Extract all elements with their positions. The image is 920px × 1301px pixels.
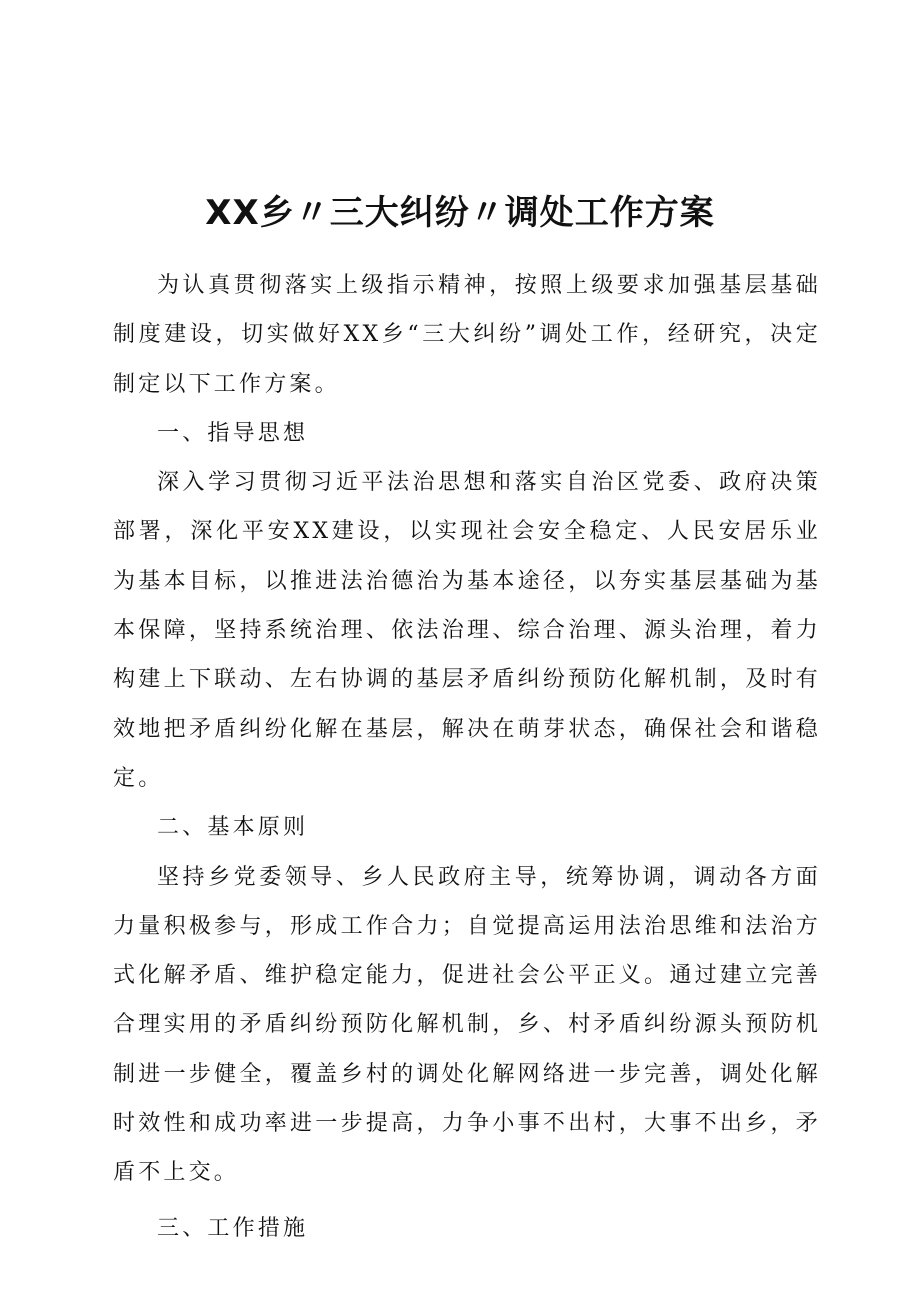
document-body: [113, 261, 821, 1253]
intro-paragraph: 为认真贯彻落实上级指示精神，按照上级要求加强基层基础制度建设，切实做好XX乡“三大纠纷”调处工作，经研究，决定制定以下工作方案。: [113, 273, 821, 397]
section-heading-guiding-ideology: 一、指导思想: [157, 420, 309, 446]
section-heading-basic-principles: 二、基本原则: [157, 815, 309, 841]
section-heading-work-measures: 三、工作措施: [157, 1215, 309, 1241]
section-body-guiding-ideology: 深入学习贯彻习近平法治思想和落实自治区党委、政府决策部署，深化平安XX建设，以实现社会安全稳定、人民安居乐业为基本目标，以推进法治德治为基本途径，以夯实基层基础为基本保障，坚持系统治理、依法治理、综合治理、源头治理，着力构建上下联动、左右协调的基层矛盾纠纷预防化解机制，及时有效地把矛盾纠纷化解在基层，解决在萌芽状态，确保社会和谐稳定。: [113, 470, 821, 791]
section-body-basic-principles: 坚持乡党委领导、乡人民政府主导，统筹协调，调动各方面力量积极参与，形成工作合力；自觉提高运用法治思维和法治方式化解矛盾、维护稳定能力，促进社会公平正义。通过建立完善合理实用的矛盾纠纷预防化解机制，乡、村矛盾纠纷源头预防机制进一步健全，覆盖乡村的调处化解网络进一步完善，调处化解时效性和成功率进一步提高，力争小事不出村，大事不出乡，矛盾不上交。: [113, 864, 821, 1186]
document-title: XX乡〃三大纠纷〃调处工作方案: [205, 193, 715, 233]
